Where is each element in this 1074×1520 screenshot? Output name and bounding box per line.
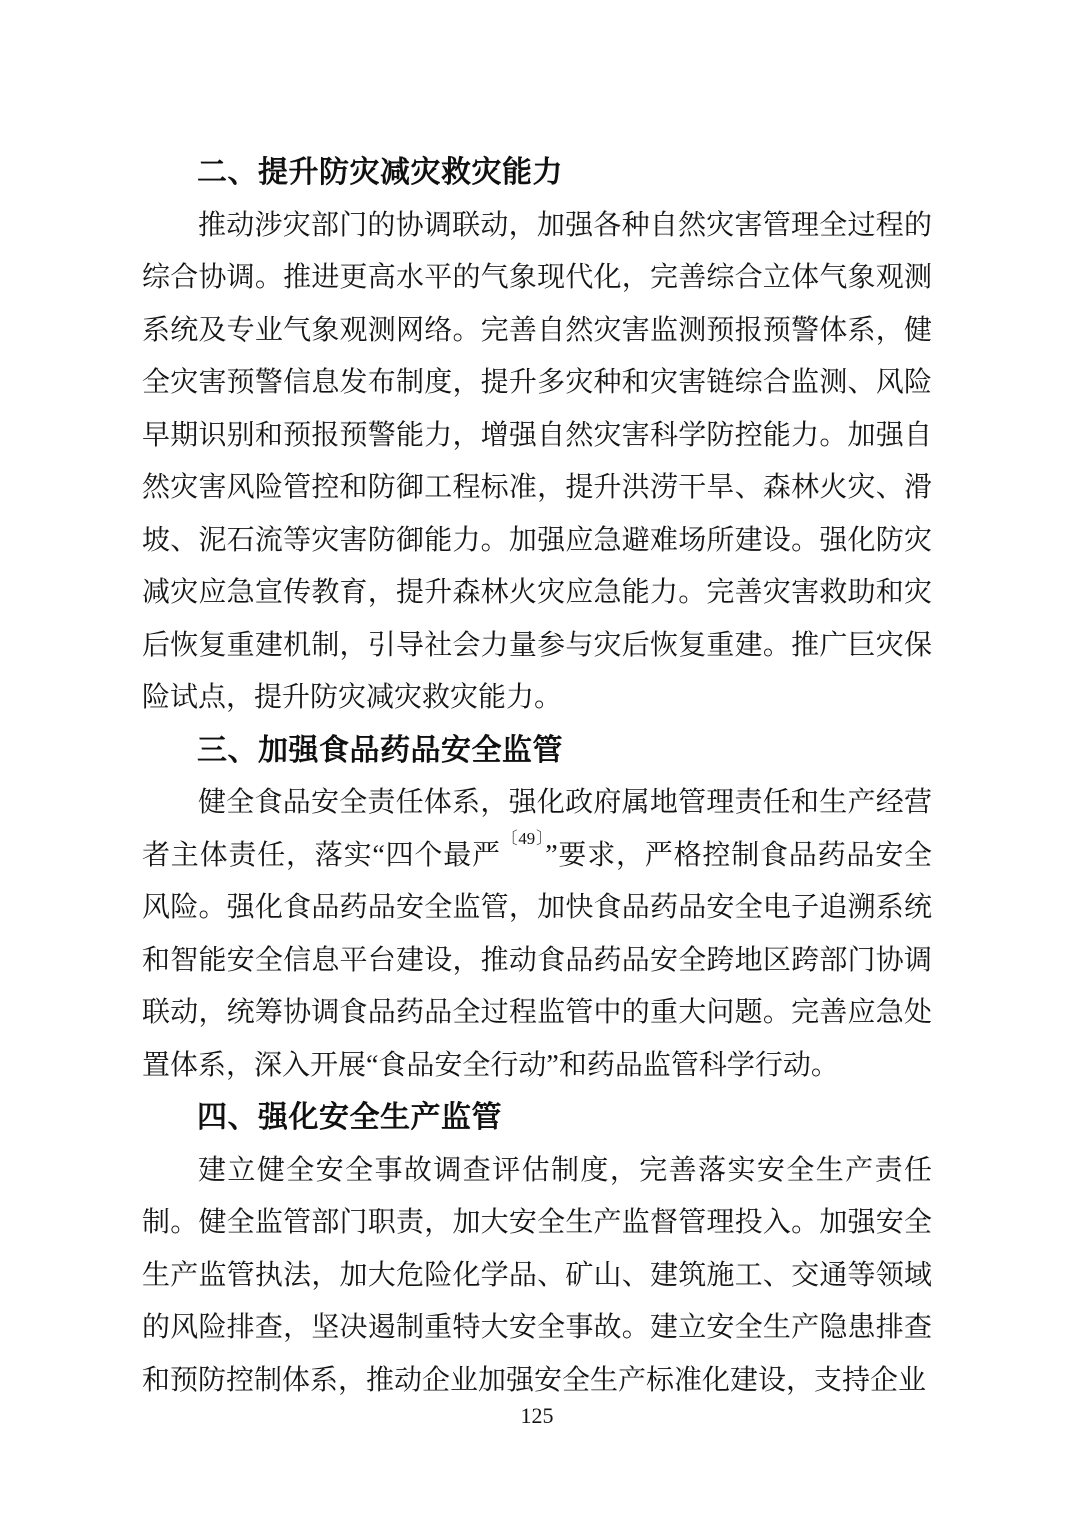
section-heading-food-drug-safety: 三、加强食品药品安全监管 xyxy=(197,733,563,767)
document-content xyxy=(142,147,932,1407)
page-number: 125 xyxy=(520,1403,554,1428)
paragraph-work-safety: 建立健全安全事故调查评估制度，完善落实安全生产责任制。健全监管部门职责，加大安全生产监督管理投入。加强安全生产监管执法，加大危险化学品、矿山、建筑施工、交通等领域的风险排查，坚决遏制重特大安全事故。建立安全生产隐患排查和预防控制体系，推动企业加强安全生产标准化建设，支持企业 xyxy=(142,1154,932,1396)
paragraph-text-before-footnote: 健全食品安全责任体系，强化政府属地管理责任和生产经营者主体责任，落实“四个最严 xyxy=(142,787,932,871)
paragraph-disaster-prevention: 推动涉灾部门的协调联动，加强各种自然灾害管理全过程的综合协调。推进更高水平的气象现代化，完善综合立体气象观测系统及专业气象观测网络。完善自然灾害监测预报预警体系，健全灾害预警信息发布制度，提升多灾种和灾害链综合监测、风险早期识别和预报预警能力，增强自然灾害科学防控能力。加强自然灾害风险管控和防御工程标准，提升洪涝干旱、森林火灾、滑坡、泥石流等灾害防御能力。加强应急避难场所建设。强化防灾减灾应急宣传教育，提升森林火灾应急能力。完善灾害救助和灾后恢复重建机制，引导社会力量参与灾后恢复重建。推广巨灾保险试点，提升防灾减灾救灾能力。 xyxy=(142,209,932,713)
section-heading-work-safety: 四、强化安全生产监管 xyxy=(197,1101,502,1134)
footnote-ref-49: 〔49〕 xyxy=(500,828,546,848)
paragraph-text-after-footnote: ”要求，严格控制食品药品安全风险。强化食品药品安全监管，加快食品药品安全电子追溯系统和智能安全信息平台建设，推动食品药品安全跨地区跨部门协调联动，统筹协调食品药品全过程监管中的重大问题。完善应急处置体系，深入开展“食品安全行动”和药品监管科学行动。 xyxy=(142,839,933,1081)
section-heading-disaster-prevention: 二、提升防灾减灾救灾能力 xyxy=(197,156,563,189)
paragraph-food-drug-safety xyxy=(142,777,932,1092)
